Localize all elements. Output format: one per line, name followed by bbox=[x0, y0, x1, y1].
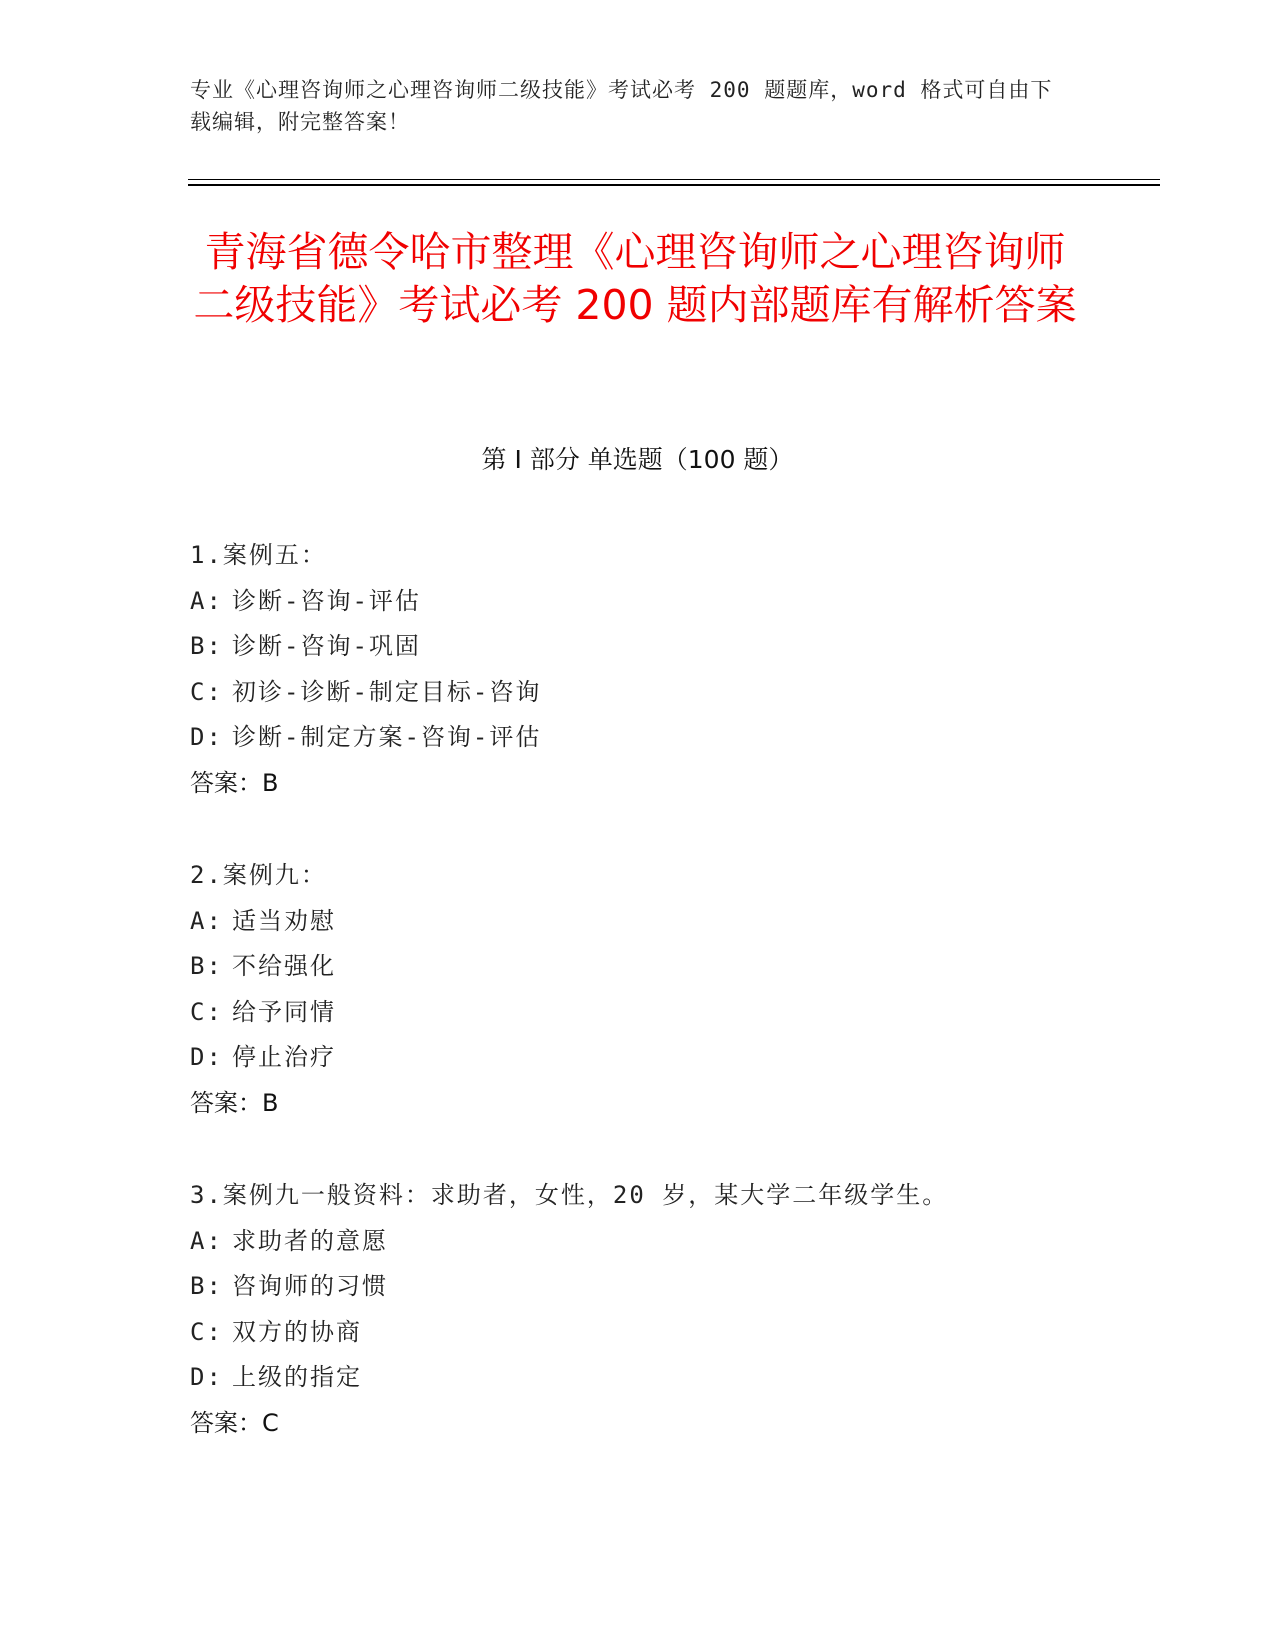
option-d bbox=[190, 1035, 1150, 1081]
question-stem: 2.案例九： bbox=[190, 861, 327, 889]
option-key: C: bbox=[190, 677, 223, 706]
question-stem: 3.案例九一般资料：求助者，女性，20 岁，某大学二年级学生。 bbox=[190, 1181, 949, 1209]
option-text: 双方的协商 bbox=[232, 1317, 362, 1346]
option-a bbox=[190, 579, 1150, 625]
question-block bbox=[190, 1173, 1150, 1447]
question-block bbox=[190, 853, 1150, 1127]
option-text: 给予同情 bbox=[232, 997, 336, 1026]
section-heading: 第 I 部分 单选题（100 题） bbox=[481, 445, 794, 474]
option-key: C: bbox=[190, 997, 223, 1026]
option-text: 不给强化 bbox=[232, 952, 336, 981]
option-a bbox=[190, 1219, 1150, 1265]
option-c bbox=[190, 1310, 1150, 1356]
option-key: D: bbox=[190, 1043, 223, 1072]
option-text: 诊断-制定方案-咨询-评估 bbox=[232, 723, 542, 752]
option-text: 适当劝慰 bbox=[232, 906, 336, 935]
header-note: 专业《心理咨询师之心理咨询师二级技能》考试必考 200 题题库，word 格式可自由下载编辑，附完整答案！ bbox=[190, 78, 1053, 134]
option-d bbox=[190, 715, 1150, 761]
option-key: D: bbox=[190, 723, 223, 752]
option-c bbox=[190, 990, 1150, 1036]
answer-line: 答案：C bbox=[190, 1408, 279, 1437]
header-divider bbox=[188, 179, 1160, 180]
option-c bbox=[190, 670, 1150, 716]
option-text: 求助者的意愿 bbox=[232, 1226, 388, 1255]
answer-line: 答案：B bbox=[190, 1088, 279, 1117]
option-b bbox=[190, 944, 1150, 990]
option-text: 咨询师的习惯 bbox=[232, 1272, 388, 1301]
option-key: D: bbox=[190, 1363, 223, 1392]
document-title: 青海省德令哈市整理《心理咨询师之心理咨询师二级技能》考试必考 200 题内部题库有解析答案 bbox=[193, 228, 1077, 329]
option-text: 初诊-诊断-制定目标-咨询 bbox=[232, 677, 542, 706]
option-text: 诊断-咨询-评估 bbox=[232, 586, 421, 615]
option-key: B: bbox=[190, 632, 223, 661]
question-stem: 1.案例五： bbox=[190, 541, 327, 569]
option-key: B: bbox=[190, 1272, 223, 1301]
option-text: 上级的指定 bbox=[232, 1363, 362, 1392]
option-d bbox=[190, 1355, 1150, 1401]
option-text: 停止治疗 bbox=[232, 1043, 336, 1072]
option-key: A: bbox=[190, 1226, 223, 1255]
answer-line: 答案：B bbox=[190, 768, 279, 797]
option-key: A: bbox=[190, 586, 223, 615]
option-a bbox=[190, 899, 1150, 945]
option-b bbox=[190, 624, 1150, 670]
option-b bbox=[190, 1264, 1150, 1310]
question-block bbox=[190, 533, 1150, 807]
header-divider-thick bbox=[188, 184, 1160, 186]
option-key: A: bbox=[190, 906, 223, 935]
option-key: C: bbox=[190, 1317, 223, 1346]
option-text: 诊断-咨询-巩固 bbox=[232, 632, 421, 661]
option-key: B: bbox=[190, 952, 223, 981]
